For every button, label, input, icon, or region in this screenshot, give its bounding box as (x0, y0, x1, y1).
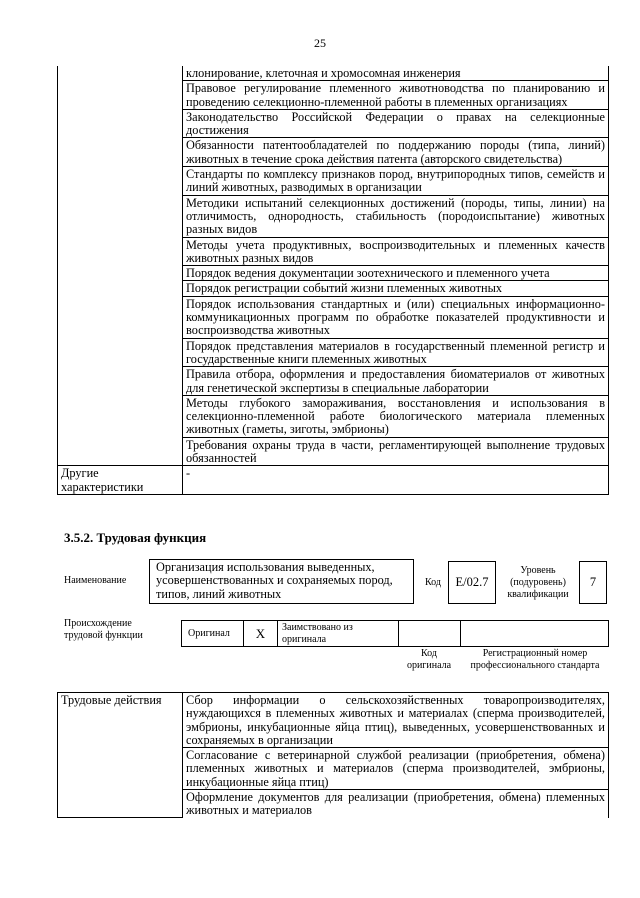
code-value: E/02.7 (448, 561, 496, 604)
other-characteristics-value: - (183, 466, 609, 495)
original-mark: X (243, 620, 278, 647)
page-number: 25 (314, 36, 326, 50)
other-characteristics-label: Другие характеристики (58, 466, 183, 495)
action-item: Оформление документов для реализации (приобретения, обмена) племенных животных и материалов (183, 790, 609, 818)
reg-number-cell (460, 620, 609, 647)
actions-label: Трудовые действия (58, 693, 183, 818)
knowledge-item: Требования охраны труда в части, регламентирующей выполнение трудовых обязанностей (183, 437, 609, 466)
knowledge-item: Порядок представления материалов в государственный племенной регистр и государственные книги племенных животных (183, 338, 609, 367)
knowledge-item: Правовое регулирование племенного животноводства по планированию и проведению селекционно-племенной работы в племенных организациях (183, 81, 609, 110)
original-label-cell (181, 620, 244, 647)
knowledge-item: Законодательство Российской Федерации о правах на селекционные достижения (183, 109, 609, 138)
knowledge-table (57, 66, 609, 495)
knowledge-item: Обязанности патентообладателей по поддержанию породы (типа, линий) животных в течение срока действия патента (авторского свидетельства) (183, 138, 609, 167)
level-label: Уровень (подуровень) квалификации (507, 565, 569, 600)
table-row (58, 693, 609, 748)
knowledge-item: Правила отбора, оформления и предоставления биоматериалов от животных для генетической экспертизы в специальные лаборатории (183, 367, 609, 396)
level-value: 7 (579, 561, 607, 604)
knowledge-item: Порядок использования стандартных и (или) специальных информационно-коммуникационных программ по обработке показателей продуктивности и воспроизводства животных (183, 296, 609, 338)
code-label: Код (425, 577, 441, 588)
action-item: Сбор информации о сельскохозяйственных товаропроизводителях, нуждающихся в племенных животных и материалах (сперма производителей, эмбрионы, инкубационные яйца птиц), выведенных, усовершенствованных и сохраняемых в организации (183, 693, 609, 748)
borrowed-label: Заимствовано из оригинала (282, 622, 353, 645)
actions-table (57, 692, 609, 818)
original-label: Оригинал (188, 628, 230, 639)
knowledge-item: клонирование, клеточная и хромосомная инженерия (183, 66, 609, 81)
function-name-label: Наименование (64, 575, 127, 586)
origin-label: Происхождение трудовой функции (64, 618, 143, 641)
knowledge-item: Методы глубокого замораживания, восстановления и использования в селекционно-племенной работе биологического материала племенных животных (гаметы, зиготы, эмбрионы) (183, 395, 609, 437)
borrowed-label-cell (277, 620, 399, 647)
section-heading: 3.5.2. Трудовая функция (64, 530, 207, 545)
knowledge-item: Методы учета продуктивных, воспроизводительных и племенных качеств животных разных видов (183, 237, 609, 266)
reg-caption: Регистрационный номер профессионального стандарта (470, 648, 600, 671)
knowledge-item: Порядок регистрации событий жизни племенных животных (183, 281, 609, 296)
table-row (58, 466, 609, 495)
code-caption: Код оригинала (406, 648, 452, 671)
knowledge-item: Методики испытаний селекционных достижений (породы, типы, линии) на отличимость, однородность, стабильность (породоиспытание) животных разных видов (183, 195, 609, 237)
original-code-cell (398, 620, 461, 647)
action-item: Согласование с ветеринарной службой реализации (приобретения, обмена) племенных животных и материалов (сперма производителей, эмбрионы, инкубационные яйца птиц) (183, 748, 609, 790)
function-name-value: Организация использования выведенных, усовершенствованных и сохраняемых пород, типов, линий животных (149, 559, 414, 604)
table-row (58, 66, 609, 81)
knowledge-label-cell (58, 66, 183, 466)
knowledge-item: Стандарты по комплексу признаков пород, внутрипородных типов, семейств и линий животных, разводимых в организации (183, 167, 609, 196)
knowledge-item: Порядок ведения документации зоотехнического и племенного учета (183, 266, 609, 281)
